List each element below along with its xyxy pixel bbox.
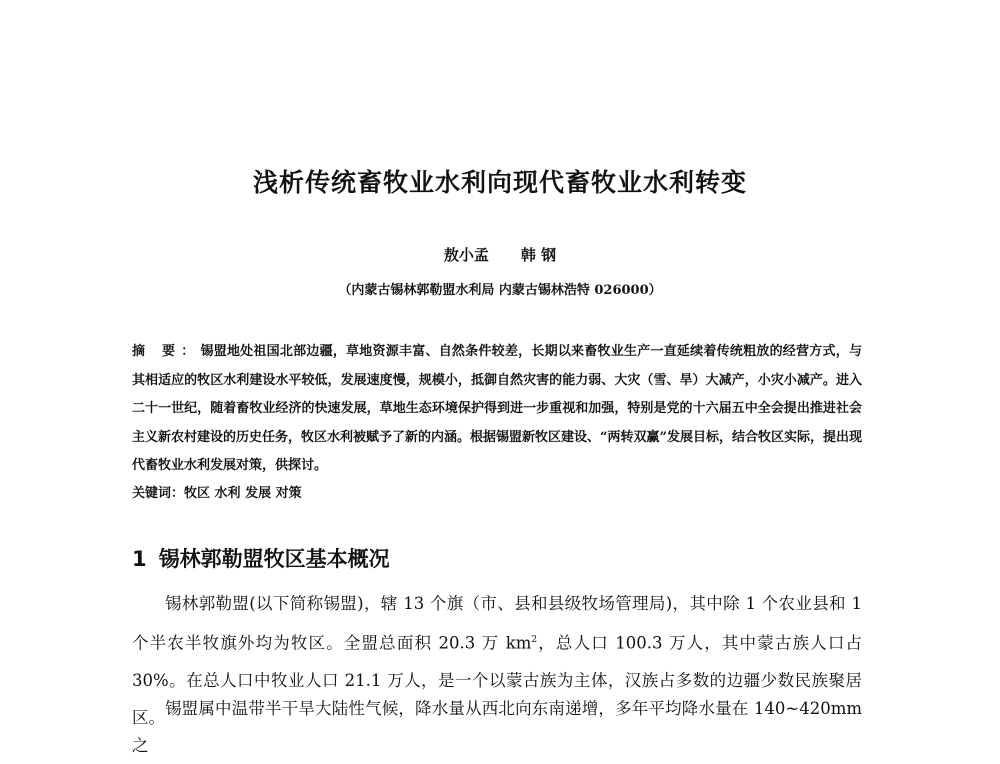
section-number: 1 — [132, 547, 147, 571]
keywords — [132, 482, 862, 506]
paragraph-text: 锡林郭勒盟(以下简称锡盟)，辖 13 个旗（市、县和县级牧场管理局)，其中除 1 个农业县和 1 个半农半牧旗外均为牧区。全盟总面积 20.3 万 km — [132, 594, 862, 653]
superscript: 2 — [531, 635, 538, 645]
abstract-text: 锡盟地处祖国北部边疆，草地资源丰富、自然条件较差，长期以来畜牧业生产一直延续着传统粗放的经营方式，与其相适应的牧区水利建设水平较低，发展速度慢，规模小，抵御自然灾害的能力弱、大灾（雪、旱）大减产，小灾小减产。进入二十一世纪，随着畜牧业经济的快速发展，草地生态环境保护得到进一步重视和加强，特别是党的十六届五中全会提出推进社会主义新农村建设的历史任务，牧区水利被赋予了新的内涵。根据锡盟新牧区建设、“两转双赢”发展目标，结合牧区实际，提出现代畜牧业水利发展对策，供探讨。 — [132, 344, 862, 473]
paper-title: 浅析传统畜牧业水利向现代畜牧业水利转变 — [252, 168, 747, 197]
author-affiliation: （内蒙古锡林郭勒盟水利局 内蒙古锡林浩特 026000） — [338, 283, 662, 298]
author-name: 韩 钢 — [520, 246, 557, 264]
keywords-label: 关键词： — [132, 486, 185, 501]
author-name: 敖小孟 — [443, 246, 489, 264]
author-list — [0, 244, 1000, 266]
paragraph-text: ，总人口 100.3 万人，其中蒙古族人口占 30%。在总人口中牧业人口 21.1 万人，是一个以蒙古族为主体，汉族占多数的边疆少数民族聚居区。 — [132, 633, 862, 727]
section-title: 锡林郭勒盟牧区基本概况 — [158, 547, 390, 571]
keywords-text: 牧区 水利 发展 对策 — [184, 486, 302, 501]
body-paragraph: 锡盟属中温带半干旱大陆性气候，降水量从西北向东南递增，多年平均降水量在 140~420mm 之 — [132, 699, 862, 755]
section-heading — [132, 544, 390, 574]
abstract — [132, 338, 862, 481]
abstract-label: 摘 要： — [132, 344, 201, 359]
